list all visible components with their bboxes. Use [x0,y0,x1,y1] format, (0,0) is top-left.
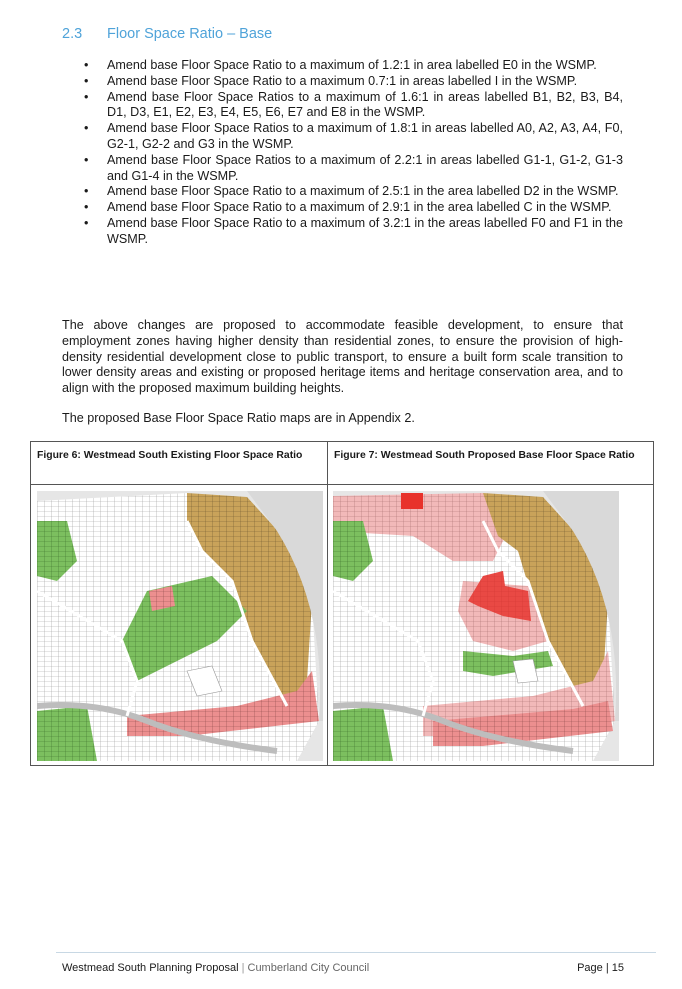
list-item: • Amend base Floor Space Ratio to a maximum 0.7:1 in areas labelled I in the WSMP. [84,73,578,88]
proposed-fsr-map-image [333,491,619,761]
bullet-icon: • [84,73,89,88]
amendment-list [82,58,623,248]
list-item: • Amend base Floor Space Ratios to a maximum of 1.8:1 in areas labelled A0, A2, A3, A4, F0, G2-1, G2-2 and G3 in the WSMP. [84,121,623,151]
table-divider [31,484,653,485]
list-item: • Amend base Floor Space Ratio to a maximum of 2.9:1 in the area labelled C in the WSMP. [84,200,612,215]
list-item: • Amend base Floor Space Ratios to a maximum of 1.6:1 in areas labelled B1, B2, B3, B4, D1, D3, E1, E2, E3, E4, E5, E6, E7 and E8 in the WSMP. [84,89,623,120]
section-heading [62,26,272,42]
footer-divider [56,952,656,953]
footer-title: Westmead South Planning Proposal [62,962,239,974]
bullet-icon: • [84,152,89,167]
footer-doc-info [62,962,369,974]
list-item: • Amend base Floor Space Ratio to a maximum of 1.2:1 in area labelled E0 in the WSMP. [84,58,597,72]
proposed-fsr-map [333,491,619,761]
list-item: • Amend base Floor Space Ratios to a maximum of 2.2:1 in areas labelled G1-1, G1-2, G1-3 and G1-4 in the WSMP. [84,152,623,183]
footer-separator: | [241,962,245,974]
bullet-icon: • [84,58,89,72]
footer-organisation: Cumberland City Council [247,962,370,974]
existing-fsr-map-image [37,491,323,761]
bullet-icon: • [84,184,89,199]
section-number: 2.3 [62,26,83,42]
figure-7-caption: Figure 7: Westmead South Proposed Base Floor Space Ratio [334,450,635,461]
bullet-icon: • [84,200,89,215]
figure-table [30,441,654,766]
existing-fsr-map [37,491,323,761]
figure-6-caption: Figure 6: Westmead South Existing Floor Space Ratio [37,450,303,461]
bullet-icon: • [84,121,89,136]
table-divider [327,442,328,765]
bullet-icon: • [84,89,89,104]
page-number: Page | 15 [577,962,624,974]
rationale-paragraph: The above changes are proposed to accommodate feasible development, to ensure that employment zones having higher density than residential zones, to ensure the provision of high-density residential development close to public transport, to ensure a built form scale transition to lower density areas and existing or proposed heritage items and heritage conservation area, and to align with the proposed maximum building heights. [62,318,623,396]
list-item: • Amend base Floor Space Ratio to a maximum of 3.2:1 in the areas labelled F0 and F1 in the WSMP. [84,215,623,246]
bullet-icon: • [84,215,89,230]
list-item: • Amend base Floor Space Ratio to a maximum of 2.5:1 in the area labelled D2 in the WSMP. [84,184,619,199]
appendix-reference: The proposed Base Floor Space Ratio maps are in Appendix 2. [62,411,415,425]
section-title: Floor Space Ratio – Base [107,26,273,42]
page-footer [62,962,624,974]
